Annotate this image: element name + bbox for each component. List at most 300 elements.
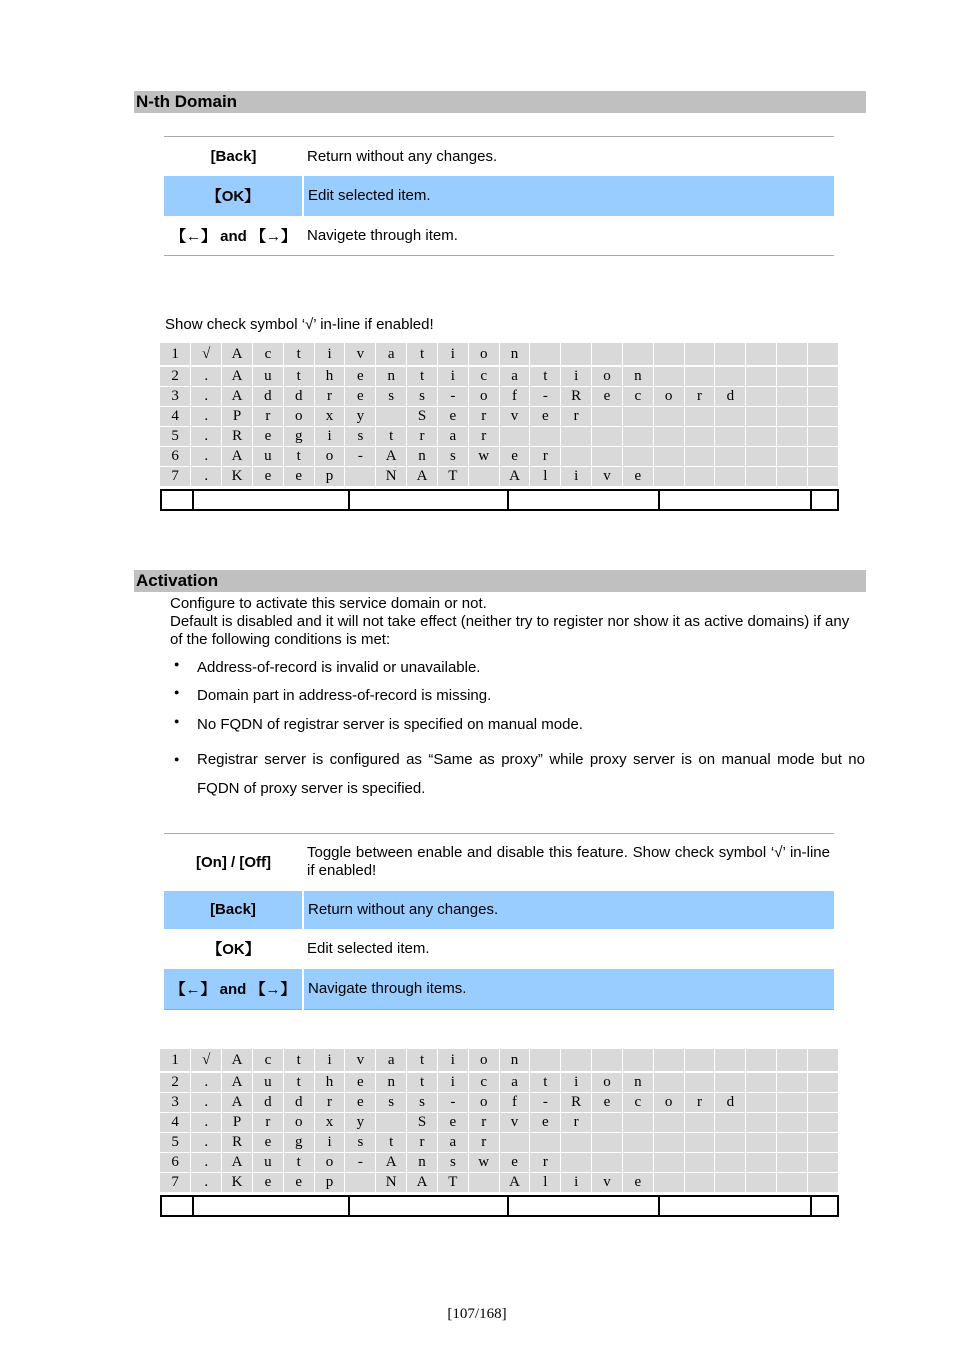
- section-heading-nth-domain: N-th Domain: [134, 91, 866, 113]
- lcd-cell: [715, 1049, 746, 1072]
- lcd-cell: A: [499, 467, 530, 487]
- lcd-cell: a: [499, 1072, 530, 1093]
- key-row-navigate: [164, 969, 834, 1010]
- lcd-cell: [622, 447, 653, 467]
- lcd-cell: c: [468, 366, 499, 387]
- lcd-cell: P: [222, 407, 253, 427]
- key-description: Navigete through item.: [307, 226, 458, 244]
- lcd-cell: u: [252, 447, 283, 467]
- lcd-cell: [715, 366, 746, 387]
- lcd-cell: n: [499, 1049, 530, 1072]
- lcd-cell: [530, 343, 561, 366]
- lcd-cell: o: [592, 1072, 623, 1093]
- lcd-cell: [592, 447, 623, 467]
- key-description: Toggle between enable and disable this feature. Show check symbol ‘√’ in-line if enabled!: [307, 844, 830, 880]
- lcd-cell: v: [499, 407, 530, 427]
- lcd-cell: f: [499, 387, 530, 407]
- lcd-cell: √: [191, 343, 222, 366]
- lcd-cell: s: [437, 447, 468, 467]
- lcd-cell: 1: [160, 1049, 191, 1072]
- lcd-cell: [746, 343, 777, 366]
- lcd-cell: [746, 1173, 777, 1193]
- lcd-row: [160, 1153, 839, 1173]
- lcd-cell: a: [437, 1133, 468, 1153]
- lcd-menu-display: [160, 1049, 839, 1193]
- lcd-cell: [592, 407, 623, 427]
- lcd-cell: [746, 467, 777, 487]
- lcd-cell: [777, 447, 808, 467]
- lcd-cell: .: [191, 1093, 222, 1113]
- lcd-cell: n: [407, 1153, 438, 1173]
- lcd-cell: n: [622, 366, 653, 387]
- lcd-cell: A: [222, 343, 253, 366]
- lcd-cell: [715, 467, 746, 487]
- lcd-cell: [622, 1049, 653, 1072]
- key-label: 【←】 and 【→】: [164, 969, 303, 1010]
- lcd-cell: [684, 447, 715, 467]
- lcd-cell: [684, 1049, 715, 1072]
- lcd-cell: [807, 343, 838, 366]
- lcd-cell: A: [222, 1049, 253, 1072]
- lcd-cell: n: [407, 447, 438, 467]
- lcd-cell: e: [499, 447, 530, 467]
- lcd-cell: [807, 1093, 838, 1113]
- lcd-cell: u: [252, 1153, 283, 1173]
- lcd-cell: A: [222, 1072, 253, 1093]
- lcd-row: [160, 366, 839, 387]
- activation-key-table: [164, 833, 834, 1010]
- lcd-cell: s: [345, 427, 376, 447]
- key-row-navigate: [164, 216, 834, 256]
- lcd-cell: .: [191, 447, 222, 467]
- lcd-cell: S: [407, 1113, 438, 1133]
- lcd-cell: [777, 387, 808, 407]
- lcd-cell: [746, 1133, 777, 1153]
- lcd-cell: o: [592, 366, 623, 387]
- lcd-cell: √: [191, 1049, 222, 1072]
- lcd-cell: o: [314, 1153, 345, 1173]
- lcd-cell: A: [407, 1173, 438, 1193]
- lcd-cell: t: [376, 1133, 407, 1153]
- lcd-cell: i: [561, 1173, 592, 1193]
- lcd-cell: R: [222, 427, 253, 447]
- lcd-cell: .: [191, 407, 222, 427]
- lcd-cell: [684, 1173, 715, 1193]
- lcd-cell: [622, 407, 653, 427]
- lcd-cell: i: [561, 366, 592, 387]
- lcd-cell: [653, 427, 684, 447]
- lcd-cell: 2: [160, 366, 191, 387]
- lcd-cell: i: [437, 1049, 468, 1072]
- lcd-cell: e: [252, 1173, 283, 1193]
- list-item: ● Registrar server is configured as “Same as proxy” while proxy server is on manual mode but no FQDN of proxy server is specified.: [170, 745, 865, 803]
- lcd-cell: .: [191, 1113, 222, 1133]
- lcd-cell: [684, 366, 715, 387]
- lcd-cell: e: [530, 1113, 561, 1133]
- lcd-cell: P: [222, 1113, 253, 1133]
- lcd-cell: r: [252, 1113, 283, 1133]
- lcd-cell: N: [376, 467, 407, 487]
- lcd-row: [160, 1049, 839, 1072]
- lcd-cell: [807, 1072, 838, 1093]
- key-row-on-off: [164, 834, 834, 891]
- lcd-cell: [684, 1133, 715, 1153]
- lcd-cell: o: [468, 1093, 499, 1113]
- lcd-cell: e: [592, 1093, 623, 1113]
- lcd-cell: -: [530, 1093, 561, 1113]
- key-label: [Back]: [164, 891, 303, 929]
- lcd-cell: 5: [160, 1133, 191, 1153]
- lcd-cell: [684, 1072, 715, 1093]
- lcd-cell: e: [345, 1093, 376, 1113]
- lcd-cell: i: [437, 1072, 468, 1093]
- lcd-cell: [807, 467, 838, 487]
- lcd-cell: r: [530, 1153, 561, 1173]
- lcd-cell: [807, 366, 838, 387]
- lcd-cell: T: [437, 467, 468, 487]
- lcd-cell: c: [622, 387, 653, 407]
- lcd-cell: [807, 1113, 838, 1133]
- activation-para-1: Configure to activate this service domain or not.: [170, 595, 487, 612]
- lcd-cell: A: [222, 447, 253, 467]
- lcd-cell: [592, 1049, 623, 1072]
- key-row-ok: [164, 929, 834, 969]
- lcd-cell: K: [222, 1173, 253, 1193]
- lcd-cell: t: [283, 366, 314, 387]
- lcd-cell: v: [592, 467, 623, 487]
- lcd-cell: [715, 1153, 746, 1173]
- lcd-cell: [777, 1153, 808, 1173]
- lcd-row: [160, 407, 839, 427]
- lcd-cell: r: [314, 387, 345, 407]
- lcd-cell: t: [283, 1072, 314, 1093]
- lcd-cell: A: [222, 366, 253, 387]
- lcd-cell: [653, 343, 684, 366]
- lcd-cell: [746, 1072, 777, 1093]
- lcd-cell: x: [314, 1113, 345, 1133]
- lcd-cell: [499, 1133, 530, 1153]
- lcd-cell: -: [530, 387, 561, 407]
- activation-para-2: Default is disabled and it will not take effect (neither try to register nor show it as active domains) if any of the following conditions is met:: [170, 613, 850, 648]
- lcd-cell: A: [376, 1153, 407, 1173]
- lcd-cell: [653, 1173, 684, 1193]
- lcd-cell: [777, 1049, 808, 1072]
- lcd-row: [160, 1173, 839, 1193]
- lcd-cell: [592, 343, 623, 366]
- lcd-softkey-bar: [160, 489, 839, 511]
- lcd-cell: 6: [160, 447, 191, 467]
- lcd-cell: e: [345, 387, 376, 407]
- lcd-cell: [777, 1113, 808, 1133]
- lcd-cell: r: [530, 447, 561, 467]
- lcd-cell: [715, 1113, 746, 1133]
- lcd-cell: t: [530, 366, 561, 387]
- lcd-cell: A: [222, 1153, 253, 1173]
- lcd-cell: [653, 1113, 684, 1133]
- key-description: Return without any changes.: [307, 147, 498, 165]
- key-row-back: [164, 891, 834, 929]
- lcd-cell: e: [252, 467, 283, 487]
- lcd-cell: [530, 1049, 561, 1072]
- lcd-cell: t: [407, 366, 438, 387]
- lcd-cell: r: [468, 1113, 499, 1133]
- lcd-cell: .: [191, 1133, 222, 1153]
- lcd-cell: r: [684, 1093, 715, 1113]
- lcd-cell: [777, 1072, 808, 1093]
- lcd-cell: -: [345, 447, 376, 467]
- lcd-cell: e: [622, 467, 653, 487]
- lcd-cell: d: [283, 387, 314, 407]
- lcd-cell: e: [622, 1173, 653, 1193]
- lcd-row: [160, 447, 839, 467]
- lcd-cell: s: [407, 1093, 438, 1113]
- lcd-cell: r: [561, 1113, 592, 1133]
- lcd-cell: .: [191, 1173, 222, 1193]
- lcd-cell: 7: [160, 467, 191, 487]
- lcd-cell: v: [499, 1113, 530, 1133]
- lcd-cell: r: [468, 427, 499, 447]
- lcd-cell: v: [592, 1173, 623, 1193]
- lcd-cell: [715, 1072, 746, 1093]
- key-label: 【←】 and 【→】: [170, 227, 296, 245]
- lcd-cell: [561, 427, 592, 447]
- lcd-cell: T: [437, 1173, 468, 1193]
- lcd-row: [160, 1072, 839, 1093]
- lcd-cell: o: [468, 387, 499, 407]
- lcd-cell: r: [407, 1133, 438, 1153]
- lcd-cell: e: [283, 467, 314, 487]
- lcd-cell: e: [345, 366, 376, 387]
- lcd-cell: t: [407, 343, 438, 366]
- lcd-cell: a: [376, 1049, 407, 1072]
- lcd-row: [160, 1093, 839, 1113]
- lcd-cell: [684, 407, 715, 427]
- lcd-cell: [746, 387, 777, 407]
- lcd-cell: 2: [160, 1072, 191, 1093]
- lcd-cell: i: [314, 1133, 345, 1153]
- lcd-cell: y: [345, 407, 376, 427]
- lcd-cell: [684, 343, 715, 366]
- lcd-cell: [807, 447, 838, 467]
- lcd-cell: o: [653, 1093, 684, 1113]
- lcd-cell: g: [283, 1133, 314, 1153]
- lcd-cell: 5: [160, 427, 191, 447]
- lcd-cell: 6: [160, 1153, 191, 1173]
- lcd-cell: [468, 1173, 499, 1193]
- lcd-cell: [622, 1113, 653, 1133]
- lcd-cell: p: [314, 1173, 345, 1193]
- key-label: [On] / [Off]: [196, 853, 271, 871]
- lcd-cell: t: [407, 1049, 438, 1072]
- lcd-cell: [684, 467, 715, 487]
- lcd-cell: [746, 366, 777, 387]
- list-item: ● No FQDN of registrar server is specified on manual mode.: [170, 716, 583, 733]
- lcd-cell: 4: [160, 407, 191, 427]
- lcd-cell: r: [407, 427, 438, 447]
- lcd-cell: h: [314, 1072, 345, 1093]
- lcd-cell: [777, 1093, 808, 1113]
- key-description: Edit selected item.: [303, 176, 834, 216]
- lcd-cell: A: [376, 447, 407, 467]
- nth-domain-key-table: [164, 136, 834, 256]
- lcd-cell: o: [283, 407, 314, 427]
- key-label: [Back]: [210, 147, 257, 165]
- lcd-cell: i: [561, 1072, 592, 1093]
- lcd-cell: e: [252, 427, 283, 447]
- lcd-cell: e: [530, 407, 561, 427]
- lcd-cell: [653, 407, 684, 427]
- lcd-cell: t: [283, 447, 314, 467]
- lcd-cell: [777, 366, 808, 387]
- lcd-cell: [684, 1113, 715, 1133]
- lcd-cell: [653, 1072, 684, 1093]
- lcd-cell: R: [561, 1093, 592, 1113]
- lcd-softkey-bar: [160, 1195, 839, 1217]
- lcd-cell: [561, 343, 592, 366]
- lcd-cell: e: [437, 1113, 468, 1133]
- list-item: ● Address-of-record is invalid or unavailable.: [170, 659, 480, 676]
- lcd-cell: c: [252, 1049, 283, 1072]
- lcd-cell: l: [530, 467, 561, 487]
- lcd-cell: [622, 1133, 653, 1153]
- lcd-cell: [592, 1133, 623, 1153]
- lcd-cell: [746, 1093, 777, 1113]
- lcd-row: [160, 1113, 839, 1133]
- lcd-cell: [622, 427, 653, 447]
- lcd-cell: i: [314, 427, 345, 447]
- lcd-cell: [561, 1153, 592, 1173]
- lcd-cell: i: [314, 1049, 345, 1072]
- lcd-cell: t: [376, 427, 407, 447]
- lcd-cell: S: [407, 407, 438, 427]
- lcd-row: [160, 387, 839, 407]
- check-symbol-note: Show check symbol ‘√’ in-line if enabled!: [165, 316, 434, 333]
- lcd-cell: [715, 407, 746, 427]
- lcd-row: [160, 343, 839, 366]
- lcd-cell: a: [499, 366, 530, 387]
- lcd-cell: w: [468, 447, 499, 467]
- lcd-cell: o: [314, 447, 345, 467]
- lcd-cell: n: [499, 343, 530, 366]
- lcd-cell: o: [468, 343, 499, 366]
- lcd-cell: l: [530, 1173, 561, 1193]
- lcd-cell: [807, 1049, 838, 1072]
- lcd-cell: c: [468, 1072, 499, 1093]
- lcd-cell: [715, 1173, 746, 1193]
- lcd-cell: [653, 1133, 684, 1153]
- lcd-cell: [499, 427, 530, 447]
- lcd-cell: y: [345, 1113, 376, 1133]
- lcd-cell: i: [561, 467, 592, 487]
- lcd-cell: [715, 343, 746, 366]
- lcd-cell: [653, 366, 684, 387]
- lcd-cell: s: [376, 1093, 407, 1113]
- lcd-cell: 1: [160, 343, 191, 366]
- lcd-cell: r: [468, 1133, 499, 1153]
- lcd-cell: A: [222, 387, 253, 407]
- lcd-cell: [746, 447, 777, 467]
- lcd-cell: s: [376, 387, 407, 407]
- lcd-cell: [653, 447, 684, 467]
- lcd-cell: [746, 407, 777, 427]
- lcd-cell: r: [468, 407, 499, 427]
- lcd-cell: .: [191, 1153, 222, 1173]
- lcd-cell: n: [622, 1072, 653, 1093]
- lcd-cell: 7: [160, 1173, 191, 1193]
- lcd-cell: K: [222, 467, 253, 487]
- lcd-cell: .: [191, 366, 222, 387]
- lcd-cell: o: [653, 387, 684, 407]
- lcd-cell: t: [283, 1049, 314, 1072]
- lcd-cell: [653, 467, 684, 487]
- lcd-cell: [807, 1153, 838, 1173]
- lcd-cell: R: [561, 387, 592, 407]
- lcd-cell: w: [468, 1153, 499, 1173]
- lcd-cell: e: [592, 387, 623, 407]
- lcd-cell: d: [715, 1093, 746, 1113]
- lcd-cell: A: [222, 1093, 253, 1113]
- lcd-cell: v: [345, 1049, 376, 1072]
- lcd-cell: s: [407, 387, 438, 407]
- lcd-cell: [345, 1173, 376, 1193]
- lcd-cell: [777, 1173, 808, 1193]
- lcd-cell: R: [222, 1133, 253, 1153]
- lcd-cell: t: [530, 1072, 561, 1093]
- lcd-cell: f: [499, 1093, 530, 1113]
- lcd-cell: o: [283, 1113, 314, 1133]
- lcd-cell: e: [437, 407, 468, 427]
- lcd-cell: i: [314, 343, 345, 366]
- key-description: Navigate through items.: [303, 969, 834, 1010]
- lcd-cell: i: [437, 366, 468, 387]
- lcd-cell: 3: [160, 1093, 191, 1113]
- lcd-cell: t: [283, 343, 314, 366]
- key-description: Return without any changes.: [303, 891, 834, 929]
- lcd-row: [160, 427, 839, 447]
- lcd-cell: [807, 1173, 838, 1193]
- key-label: 【OK】: [207, 941, 260, 958]
- lcd-cell: [468, 467, 499, 487]
- lcd-cell: u: [252, 366, 283, 387]
- lcd-cell: [592, 427, 623, 447]
- lcd-cell: [561, 1049, 592, 1072]
- lcd-cell: [777, 1133, 808, 1153]
- lcd-cell: a: [376, 343, 407, 366]
- lcd-cell: o: [468, 1049, 499, 1072]
- lcd-cell: r: [314, 1093, 345, 1113]
- list-item: ● Domain part in address-of-record is missing.: [170, 687, 491, 704]
- section-heading-activation: Activation: [134, 570, 866, 592]
- lcd-cell: [592, 1153, 623, 1173]
- lcd-cell: [684, 1153, 715, 1173]
- lcd-cell: A: [407, 467, 438, 487]
- lcd-cell: [807, 1133, 838, 1153]
- lcd-cell: g: [283, 427, 314, 447]
- lcd-cell: r: [252, 407, 283, 427]
- lcd-cell: [561, 447, 592, 467]
- lcd-cell: x: [314, 407, 345, 427]
- lcd-cell: [622, 1153, 653, 1173]
- lcd-cell: n: [376, 1072, 407, 1093]
- lcd-cell: [653, 1049, 684, 1072]
- lcd-row: [160, 1133, 839, 1153]
- lcd-cell: [715, 1133, 746, 1153]
- lcd-cell: A: [499, 1173, 530, 1193]
- lcd-cell: [345, 467, 376, 487]
- lcd-cell: s: [437, 1153, 468, 1173]
- lcd-cell: [530, 1133, 561, 1153]
- lcd-cell: [807, 407, 838, 427]
